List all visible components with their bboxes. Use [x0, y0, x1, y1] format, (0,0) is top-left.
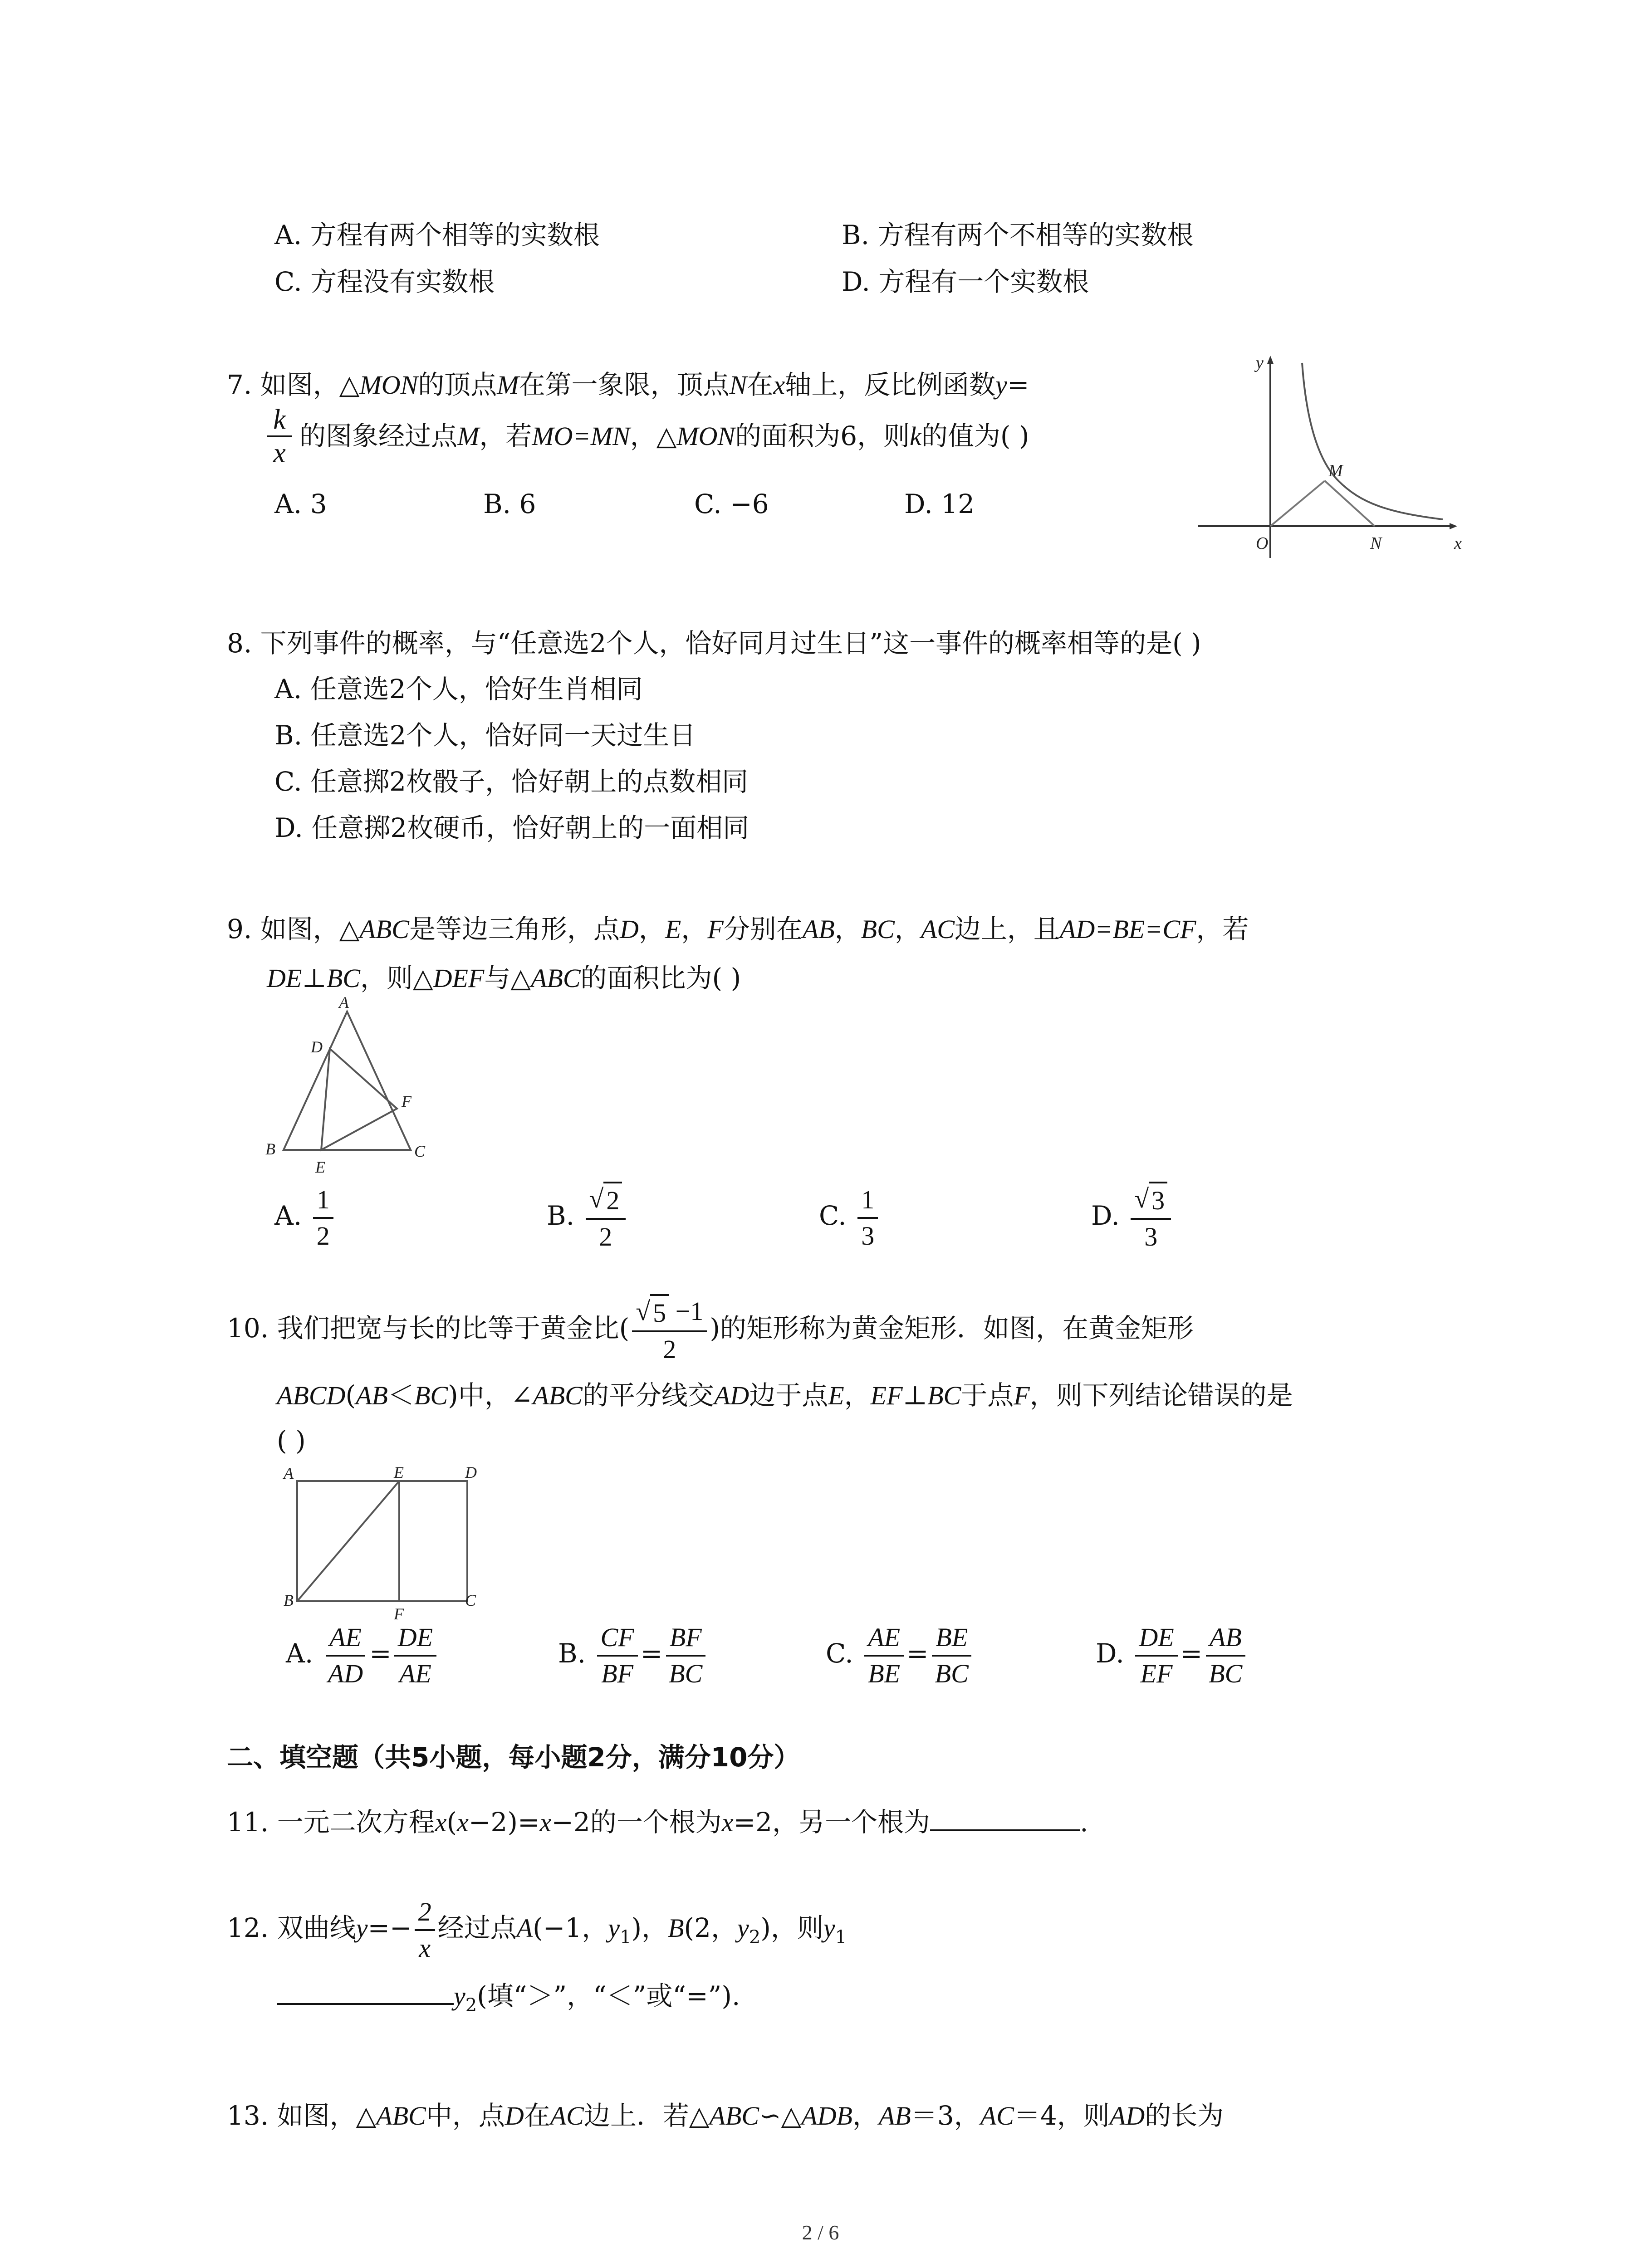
q7-label-y: y — [1256, 353, 1264, 372]
section-heading-fill-in: 二、填空题（共5小题，每小题2分，满分10分） — [227, 1742, 800, 1773]
q10-stem-line2: ABCD(AB＜BC)中，∠ABC的平分线交AD边于点E，EF⊥BC于点F，则下列结论错误的是 — [277, 1380, 1293, 1411]
q9-option-c-fraction: $\frac{1}{3}$ — [857, 1183, 878, 1253]
q6-option-d: D. 方程有一个实数根 — [842, 266, 1089, 297]
q8-stem: 8. 下列事件的概率，与“任意选2个人，恰好同月过生日”这一事件的概率相等的是( ) — [227, 628, 1201, 659]
q10-label-b: B — [284, 1591, 294, 1609]
q7-x-arrow — [1450, 523, 1457, 529]
q9-option-d-fraction: √ 3 3 — [1131, 1182, 1171, 1254]
q10-label-c: C — [465, 1591, 476, 1609]
q6-option-c: C. 方程没有实数根 — [274, 266, 495, 297]
q10-option-d: D. $\frac{DE}{EF}$ = $\frac{AB}{BC}$ — [1096, 1617, 1249, 1691]
q11-answer-blank[interactable] — [930, 1803, 1080, 1831]
q10-rectangle-abcd — [297, 1481, 467, 1601]
q7-option-a: A. 3 — [274, 489, 327, 519]
q9-label-f: F — [402, 1092, 411, 1110]
q7-segment-mn — [1325, 481, 1375, 526]
q9-triangle-abc — [284, 1012, 411, 1150]
q12-stem-line2: $y_2$(填“＞”，“＜”或“=”). — [277, 1977, 740, 2022]
q9-option-a: A. $\frac{1}{2}$ — [274, 1179, 336, 1253]
q9-option-b-fraction: √ 2 2 — [586, 1182, 626, 1254]
q10-label-a: A — [284, 1464, 294, 1482]
q10-label-d: D — [465, 1463, 477, 1481]
q9-figure — [261, 993, 460, 1175]
q8-option-c: C. 任意掷2枚骰子，恰好朝上的点数相同 — [274, 766, 749, 797]
q7-fraction: k x — [267, 404, 292, 469]
q6-option-b: B. 方程有两个不相等的实数根 — [842, 220, 1194, 250]
q6-option-a: A. 方程有两个相等的实数根 — [274, 220, 600, 250]
q7-segment-om — [1270, 481, 1325, 526]
q10-stem-line1: 10. 我们把宽与长的比等于黄金比( √ 5 −1 2 )的矩形称为黄金矩形．如图，在黄金矩形 — [227, 1292, 1194, 1367]
q9-option-c: C. $\frac{1}{3}$ — [819, 1179, 881, 1253]
q7-option-b: B. 6 — [483, 489, 536, 519]
q11-stem: 11. 一元二次方程x(x−2)=x−2的一个根为x=2，另一个根为 . — [227, 1803, 1088, 1839]
q7-stem-line2: 的图象经过点M，若MO=MN，△MON的面积为6，则k的值为( ) — [299, 420, 1029, 451]
q13-stem: 13. 如图，△ABC中，点D在AC边上．若△ABC∽△ADB，AB＝3，AC＝4，则AD的长为 — [227, 2100, 1224, 2131]
q10-option-c: C. $\frac{AE}{BE}$ = $\frac{BE}{BC}$ — [826, 1617, 975, 1691]
q9-label-c: C — [414, 1142, 426, 1160]
q10-stem-line3: ( ) — [277, 1425, 306, 1456]
q7-label-n: N — [1370, 534, 1382, 553]
q12-fraction: $\frac{2}{x}$ — [415, 1895, 435, 1965]
q9-label-d: D — [311, 1038, 323, 1056]
q7-stem-line1: 7. 如图，△MON的顶点M在第一象限，顶点N在x轴上，反比例函数y= — [227, 369, 1029, 400]
q9-label-b: B — [265, 1140, 275, 1158]
q8-option-d: D. 任意掷2枚硬币，恰好朝上的一面相同 — [274, 812, 749, 843]
q10-option-a: A. $\frac{AE}{AD}$ = $\frac{DE}{AE}$ — [286, 1617, 439, 1691]
q10-segment-be — [297, 1481, 399, 1601]
q12-answer-blank[interactable] — [277, 1977, 454, 2005]
q9-stem-line2: DE⊥BC，则△DEF与△ABC的面积比为( ) — [267, 963, 741, 993]
q9-label-e: E — [315, 1158, 325, 1176]
q12-stem-line1: 12. 双曲线y=− $\frac{2}{x}$ 经过点A(−1，$y_1$)，B(2，$y_2$)，则$y_1$ — [227, 1892, 847, 1974]
q8-option-a: A. 任意选2个人，恰好生肖相同 — [274, 674, 643, 704]
q7-hyperbola — [1302, 363, 1443, 519]
q10-figure — [272, 1461, 508, 1624]
q7-y-arrow — [1267, 356, 1274, 364]
q9-option-b: B. √ 2 2 — [547, 1179, 628, 1254]
q7-label-o: O — [1256, 534, 1269, 553]
q10-golden-ratio-fraction: √ 5 −1 2 — [632, 1294, 707, 1367]
q7-label-m: M — [1328, 461, 1343, 480]
q7-option-d: D. 12 — [904, 489, 975, 519]
page-number: 2 / 6 — [802, 2221, 839, 2244]
q7-option-c: C. −6 — [694, 489, 769, 519]
q9-option-a-fraction: $\frac{1}{2}$ — [313, 1183, 333, 1253]
q10-label-f: F — [394, 1605, 404, 1623]
q8-option-b: B. 任意选2个人，恰好同一天过生日 — [274, 720, 696, 751]
q9-label-a: A — [339, 993, 349, 1012]
q9-triangle-def — [321, 1049, 397, 1150]
q10-label-e: E — [394, 1463, 404, 1481]
q7-figure — [1189, 349, 1461, 562]
q9-option-d: D. √ 3 3 — [1091, 1179, 1174, 1254]
q7-label-x: x — [1454, 534, 1462, 553]
q9-stem-line1: 9. 如图，△ABC是等边三角形，点D，E，F分别在AB，BC，AC边上，且AD=BE=CF，若 — [227, 914, 1249, 944]
q10-option-b: B. $\frac{CF}{BF}$ = $\frac{BF}{BC}$ — [558, 1617, 709, 1691]
